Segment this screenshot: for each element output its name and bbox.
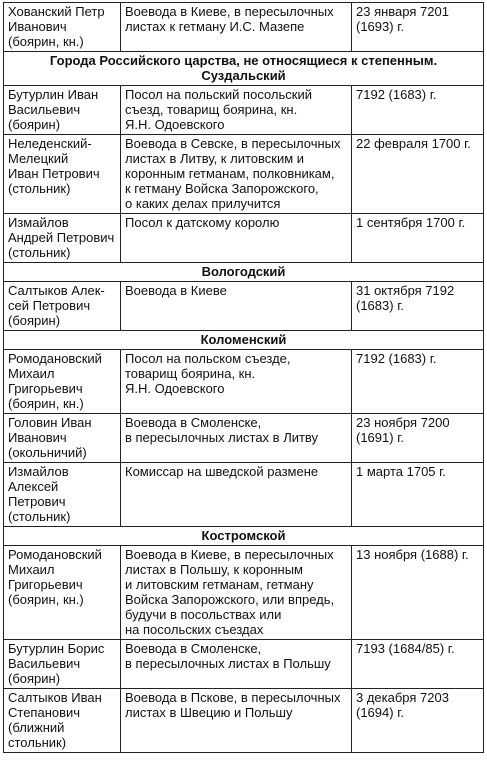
section-title: Костромской [4, 527, 484, 546]
person-cell: Неледенский- Мелецкий Иван Петрович (стольник) [4, 135, 121, 214]
date-cell: 13 ноября (1688) г. [352, 546, 484, 640]
person-cell: Измайлов Алексей Петрович (стольник) [4, 463, 121, 527]
table-row [4, 214, 484, 263]
date-cell: 23 января 7201 (1693) г. [352, 3, 484, 52]
table-row [4, 3, 484, 52]
person-cell: Измайлов Андрей Петрович (стольник) [4, 214, 121, 263]
section-header-row [4, 52, 484, 86]
person-cell: Хованский Петр Иванович (боярин, кн.) [4, 3, 121, 52]
table-row [4, 414, 484, 463]
person-cell: Головин Иван Иванович (окольничий) [4, 414, 121, 463]
table-row [4, 282, 484, 331]
section-title: Города Российского царства, не относящиеся к степенным. Суздальский [4, 52, 484, 86]
date-cell: 7192 (1683) г. [352, 350, 484, 414]
person-cell: Салтыков Иван Степанович (ближний стольник) [4, 689, 121, 753]
table-row [4, 86, 484, 135]
table-body [4, 3, 484, 753]
date-cell: 7193 (1684/85) г. [352, 640, 484, 689]
table-row [4, 135, 484, 214]
section-title: Вологодский [4, 263, 484, 282]
table-row [4, 640, 484, 689]
duty-cell: Воевода в Киеве, в пересылочных листах к гетману И.С. Мазепе [121, 3, 352, 52]
section-header-row [4, 527, 484, 546]
duty-cell: Воевода в Смоленске, в пересылочных листах в Литву [121, 414, 352, 463]
date-cell: 22 февраля 1700 г. [352, 135, 484, 214]
section-title: Коломенский [4, 331, 484, 350]
section-header-row [4, 263, 484, 282]
date-cell: 31 октября 7192 (1683) г. [352, 282, 484, 331]
person-cell: Салтыков Алек- сей Петрович (боярин) [4, 282, 121, 331]
table-row [4, 463, 484, 527]
table-row [4, 546, 484, 640]
date-cell: 23 ноября 7200 (1691) г. [352, 414, 484, 463]
date-cell: 3 декабря 7203 (1694) г. [352, 689, 484, 753]
duty-cell: Воевода в Киеве [121, 282, 352, 331]
date-cell: 1 марта 1705 г. [352, 463, 484, 527]
duty-cell: Посол на польском съезде, товарищ боярина, кн. Я.Н. Одоевского [121, 350, 352, 414]
table-row [4, 689, 484, 753]
person-cell: Бутурлин Борис Васильевич (боярин) [4, 640, 121, 689]
document-page [3, 2, 483, 753]
section-header-row [4, 331, 484, 350]
duty-cell: Воевода в Пскове, в пересылочных листах в Швецию и Польшу [121, 689, 352, 753]
duty-cell: Посол на польский посольский съезд, товарищ боярина, кн. Я.Н. Одоевского [121, 86, 352, 135]
duty-cell: Воевода в Киеве, в пересылочных листах в Польшу, к коронным и литовским гетманам, гетману Войска Запорожского, или впредь, будучи в посольствах или на посольских съездах [121, 546, 352, 640]
date-cell: 1 сентября 1700 г. [352, 214, 484, 263]
date-cell: 7192 (1683) г. [352, 86, 484, 135]
officials-table [3, 2, 484, 753]
person-cell: Ромодановский Михаил Григорьевич (боярин, кн.) [4, 546, 121, 640]
person-cell: Бутурлин Иван Васильевич (боярин) [4, 86, 121, 135]
duty-cell: Комиссар на шведской размене [121, 463, 352, 527]
duty-cell: Посол к датскому королю [121, 214, 352, 263]
table-row [4, 350, 484, 414]
duty-cell: Воевода в Смоленске, в пересылочных листах в Польшу [121, 640, 352, 689]
person-cell: Ромодановский Михаил Григорьевич (боярин, кн.) [4, 350, 121, 414]
duty-cell: Воевода в Севске, в пересылочных листах в Литву, к литовским и коронным гетманам, полковникам, к гетману Войска Запорожского, о каких делах прилучится [121, 135, 352, 214]
